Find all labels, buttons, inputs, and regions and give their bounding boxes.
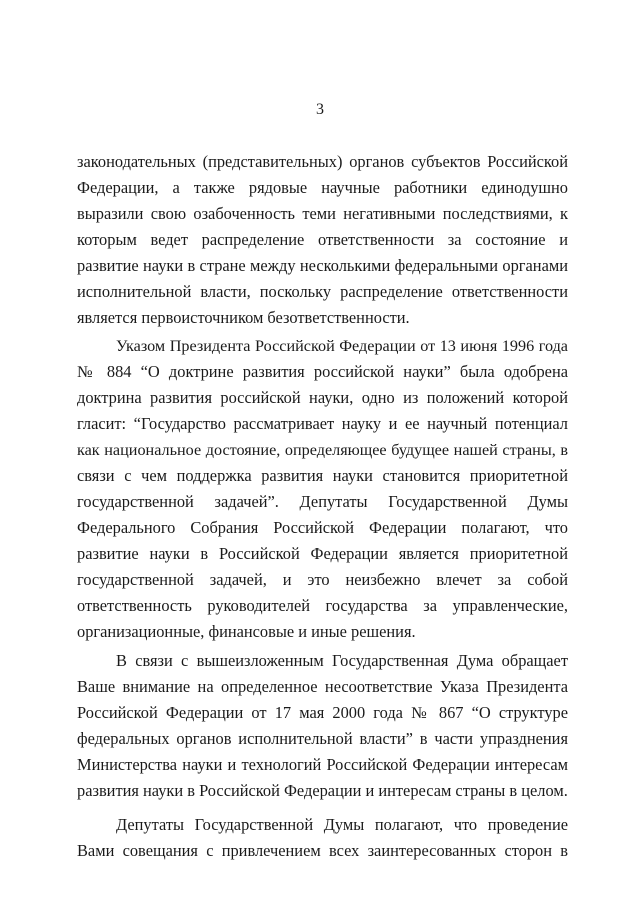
text-line: доктрина развития российской науки, одно из положений которой — [77, 388, 568, 407]
text-line: развитие науки в Российской Федерации является приоритетной — [77, 544, 568, 563]
text-line: Министерства науки и технологий Российской Федерации интересам — [77, 755, 568, 774]
text-line: Ваше внимание на определенное несоответствие Указа Президента — [77, 677, 568, 696]
text-line: государственной задачей”. Депутаты Государственной Думы — [77, 492, 568, 511]
text-line: гласит: “Государство рассматривает науку и ее научный потенциал — [77, 414, 568, 433]
text-line: В связи с вышеизложенным Государственная Дума обращает — [116, 651, 568, 670]
text-line: № 884 “О доктрине развития российской науки” была одобрена — [77, 362, 568, 381]
text-line: как национальное достояние, определяющее будущее нашей страны, в — [77, 441, 568, 459]
text-line: развития науки в Российской Федерации и интересам страны в целом. — [77, 781, 568, 800]
text-line: исполнительной власти, поскольку распределение ответственности — [77, 282, 568, 301]
text-line: которым ведет распределение ответственности за состояние и — [77, 230, 568, 249]
text-line: Вами совещания с привлечением всех заинтересованных сторон в — [77, 841, 568, 860]
text-line: Депутаты Государственной Думы полагают, что проведение — [116, 815, 568, 834]
text-line: связи с чем поддержка развития науки становится приоритетной — [77, 466, 568, 485]
text-line: ответственность руководителей государства за управленческие, — [77, 596, 568, 615]
text-line: Указом Президента Российской Федерации от 13 июня 1996 года — [116, 337, 568, 355]
text-line: Федерального Собрания Российской Федерации полагают, что — [77, 518, 568, 537]
text-line: организационные, финансовые и иные решения. — [77, 622, 416, 641]
text-line: Федерации, а также рядовые научные работники единодушно — [77, 178, 568, 197]
text-line: выразили свою озабоченность теми негативными последствиями, к — [77, 204, 568, 223]
text-line: федеральных органов исполнительной власти” в части упразднения — [77, 729, 568, 748]
page-number: 3 — [316, 101, 324, 118]
text-line: развитие науки в стране между несколькими федеральными органами — [77, 256, 568, 275]
text-line: является первоисточником безответственности. — [77, 308, 410, 327]
text-line: государственной задачей, и это неизбежно влечет за собой — [77, 570, 568, 589]
text-line: законодательных (представительных) органов субъектов Российской — [77, 152, 568, 171]
text-line: Российской Федерации от 17 мая 2000 года № 867 “О структуре — [77, 703, 568, 722]
